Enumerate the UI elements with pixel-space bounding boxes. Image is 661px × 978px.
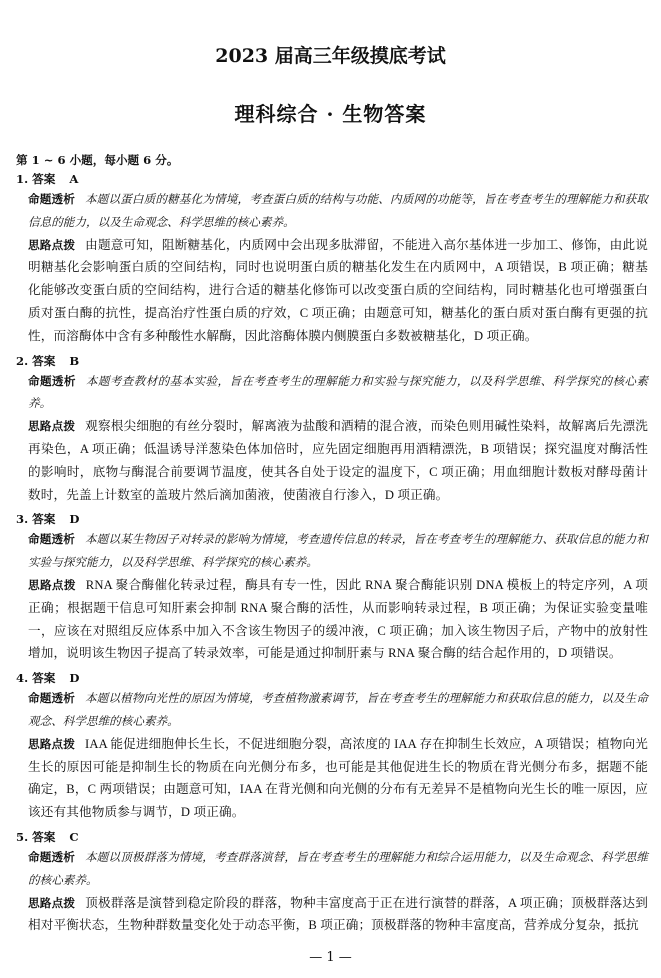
solution-text: 由题意可知，阻断糖基化，内质网中会出现多肽滞留，不能进入高尔基体进一步加工、修饰，由此说明糖基化会影响蛋白质的空间结构，同时也说明蛋白质的糖基化发生在内质网中，A 项错误，B 项正确；糖基化能够改变蛋白质的空间结构，进行合适的糖基化修饰可以改变蛋白质的空间结构，同时糖基化也可增强蛋白质对蛋白酶的抗性，提高治疗性蛋白质的疗效，C 项正确；由题意可知，糖基化的蛋白质对蛋白酶有更强的抗性，而溶酶体中含有多种酸性水解酶，因此溶酶体膜内侧膜蛋白多数被糖基化，D 项正确。 [28, 237, 648, 343]
solution-hint [16, 415, 648, 506]
question-5 [16, 828, 648, 937]
answer-letter: B [69, 353, 80, 368]
exam-title: 2023 届高三年级摸底考试 [215, 45, 446, 67]
question-1 [16, 170, 648, 348]
answer-content [16, 151, 648, 937]
proposition-label: 命题透析 [28, 192, 75, 206]
solution-text: 顶极群落是演替到稳定阶段的群落，物种丰富度高于正在进行演替的群落，A 项正确；顶极群落达到相对平衡状态，生物种群数量变化处于动态平衡，B 项正确；顶极群落的物种丰富度高，营养成分复杂，抵抗 [28, 895, 648, 933]
proposition-text: 本题以顶极群落为情境，考查群落演替，旨在考查考生的理解能力和综合运用能力，以及生命观念、科学思维的核心素养。 [28, 849, 648, 887]
proposition-label: 命题透析 [28, 373, 76, 388]
solution-text: RNA 聚合酶催化转录过程，酶具有专一性，因此 RNA 聚合酶能识别 DNA 模板上的特定序列，A 项正确；根据题干信息可知肝素会抑制 RNA 聚合酶的活性，从而影响转录过程，B 项正确；为保证实验变量唯一，应该在对照组反应体系中加入不含该生物因子的缓冲液，C 项正确；加入该生物因子后，产物中的放射性增加，说明该生物因子提高了转录效率，可能是通过抑制肝素与 RNA 聚合酶的结合起作用的，D 项错误。 [28, 577, 648, 661]
proposition-text: 本题以植物向光性的原因为情境，考查植物激素调节，旨在考查考生的理解能力和获取信息的能力，以及生命观念、科学思维的核心素养。 [28, 691, 648, 728]
solution-hint [16, 234, 648, 348]
solution-hint [16, 892, 648, 938]
question-number: 1. 答案 [16, 172, 56, 186]
solution-text: 观察根尖细胞的有丝分裂时，解离液为盐酸和酒精的混合液，而染色则用碱性染料，故解离后先漂洗再染色，A 项正确；低温诱导洋葱染色体加倍时，应先固定细胞再用酒精漂洗，B 项错误；探究温度对酶活性的影响时，底物与酶混合前要调节温度，使其各自处于设定的温度下，C 项正确；用血细胞计数板对酵母菌计数时，先盖上计数室的盖玻片然后滴加菌液，使菌液自行渗入，D 项正确。 [28, 419, 648, 502]
proposition-text: 本题以蛋白质的糖基化为情境，考查蛋白质的结构与功能、内质网的功能等，旨在考查考生的理解能力和获取信息的能力，以及生命观念、科学思维的核心素养。 [28, 192, 648, 229]
proposition-text: 本题考查教材的基本实验，旨在考查考生的理解能力和实验与探究能力，以及科学思维、科学探究的核心素养。 [28, 373, 648, 411]
proposition-text: 本题以某生物因子对转录的影响为情境，考查遗传信息的转录，旨在考查考生的理解能力、获取信息的能力和实验与探究能力，以及科学思维、科学探究的核心素养。 [28, 532, 648, 570]
question-number: 3. 答案 [16, 512, 56, 527]
question-number: 4. 答案 [16, 671, 56, 686]
question-header [16, 510, 648, 528]
solution-text: IAA 能促进细胞伸长生长，不促进细胞分裂，高浓度的 IAA 存在抑制生长效应，A 项错误；植物向光生长的原因可能是抑制生长的物质在向光侧分布多，也可能是其他促进生长的物质在背光侧分布多，据题不能确定，B，C 两项错误；由题意可知，IAA 在背光侧和向光侧的分布有无差异不是植物向光生长的唯一原因，应该还有其他物质参与调节，D 项正确。 [28, 736, 649, 820]
answer-letter: D [69, 671, 80, 686]
question-number: 5. 答案 [16, 829, 56, 844]
question-header [16, 170, 648, 188]
solution-label: 思路点拨 [28, 577, 76, 592]
proposition-analysis [16, 846, 648, 892]
proposition-label: 命题透析 [28, 691, 75, 706]
solution-label: 思路点拨 [28, 419, 76, 434]
question-header [16, 352, 648, 370]
proposition-analysis [16, 370, 648, 416]
section-intro: 第 1 ~ 6 小题，每小题 6 分。 [16, 153, 179, 167]
question-4 [16, 669, 648, 824]
proposition-analysis [16, 188, 648, 234]
solution-hint [16, 733, 648, 824]
page-number: — 1 — [309, 950, 352, 965]
question-2 [16, 352, 648, 507]
question-header [16, 828, 648, 846]
solution-label: 思路点拨 [28, 736, 75, 751]
solution-label: 思路点拨 [28, 895, 76, 910]
proposition-analysis [16, 687, 648, 733]
answer-letter: A [69, 172, 79, 186]
proposition-analysis [16, 528, 648, 574]
solution-label: 思路点拨 [28, 237, 76, 252]
question-header [16, 669, 648, 687]
question-number: 2. 答案 [16, 353, 56, 368]
proposition-label: 命题透析 [28, 532, 75, 547]
answer-letter: C [69, 829, 79, 844]
question-3 [16, 510, 648, 665]
proposition-label: 命题透析 [28, 849, 75, 864]
subject-title: 理科综合 · 生物答案 [234, 102, 427, 126]
answer-letter: D [69, 512, 80, 527]
solution-hint [16, 574, 648, 665]
